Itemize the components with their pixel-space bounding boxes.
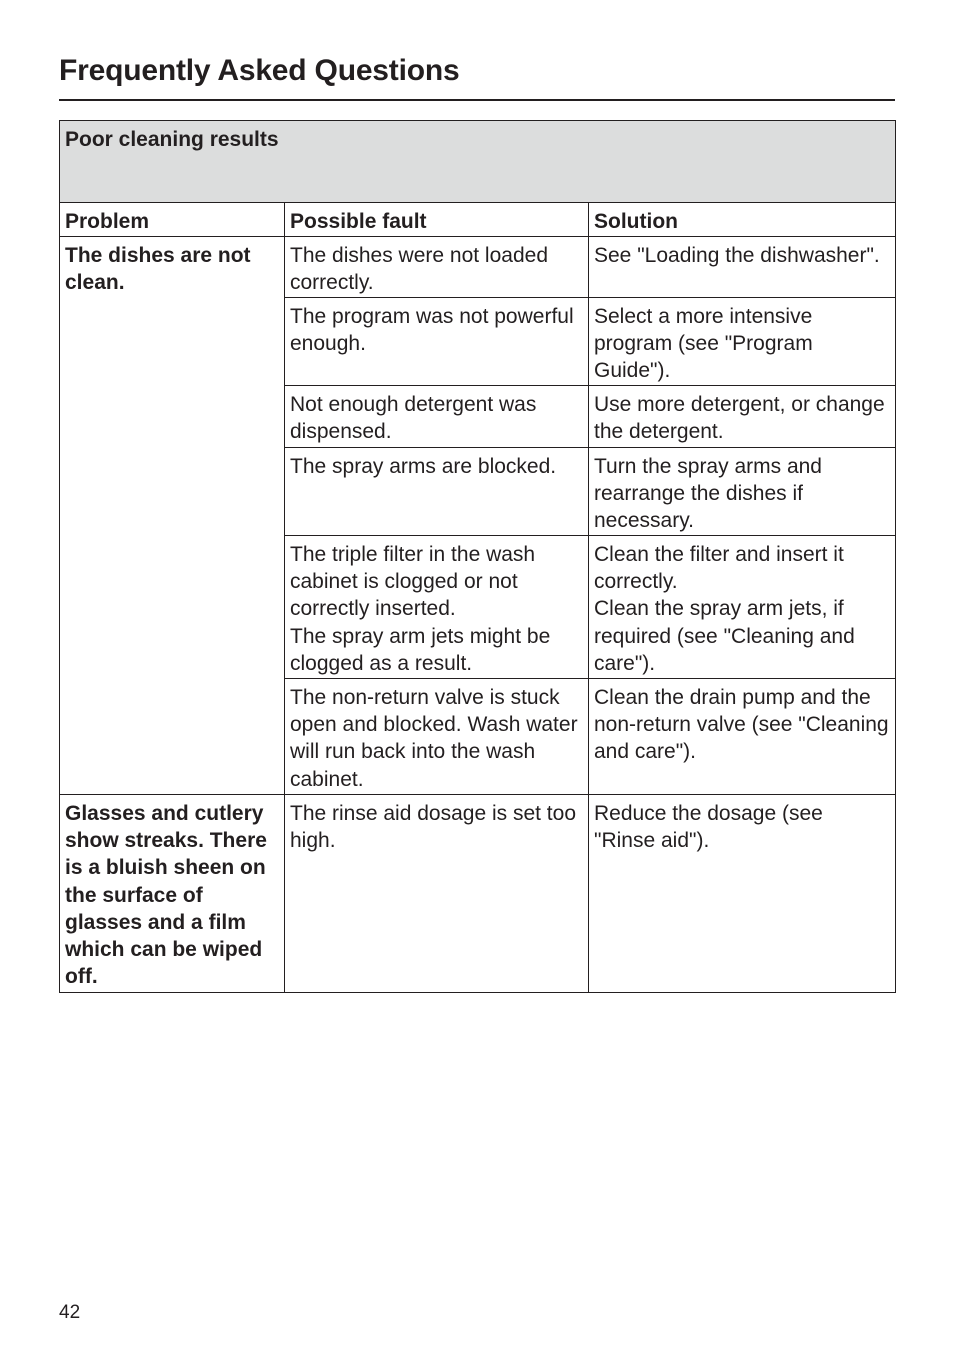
column-header-row: [60, 203, 896, 237]
fault-cell: The spray arms are blocked.: [285, 448, 589, 536]
problem-cell: The dishes are not clean.: [60, 237, 285, 795]
fault-cell: The program was not powerful enough.: [285, 298, 589, 386]
column-header-solution: Solution: [589, 203, 896, 237]
page-number: 42: [59, 1302, 81, 1323]
problem-cell: Glasses and cutlery show streaks. There is a bluish sheen on the surface of glasses and a film which can be wiped off.: [60, 795, 285, 993]
solution-cell: [589, 536, 896, 679]
table-row: [60, 795, 896, 993]
solution-cell: Select a more intensive program (see "Program Guide").: [589, 298, 896, 386]
solution-text: Clean the filter and insert it correctly.: [594, 543, 844, 594]
fault-text-continued: The spray arm jets might be clogged as a result.: [290, 624, 551, 675]
column-header-problem: Problem: [60, 203, 285, 237]
title-divider: [59, 99, 895, 101]
fault-cell: [285, 536, 589, 679]
solution-cell: See "Loading the dishwasher".: [589, 237, 896, 298]
fault-cell: Not enough detergent was dispensed.: [285, 386, 589, 448]
solution-cell: Reduce the dosage (see "Rinse aid").: [589, 795, 896, 993]
fault-cell: The non-return valve is stuck open and blocked. Wash water will run back into the wash cabinet.: [285, 679, 589, 795]
faq-table: [59, 120, 896, 993]
page-title: Frequently Asked Questions: [59, 54, 460, 87]
solution-cell: Use more detergent, or change the detergent.: [589, 386, 896, 448]
table-row: [60, 237, 896, 298]
fault-cell: The rinse aid dosage is set too high.: [285, 795, 589, 993]
solution-text-continued: Clean the spray arm jets, if required (see "Cleaning and care").: [594, 597, 855, 675]
fault-cell: The dishes were not loaded correctly.: [285, 237, 589, 298]
section-title: Poor cleaning results: [60, 121, 896, 203]
solution-cell: Clean the drain pump and the non-return valve (see "Cleaning and care").: [589, 679, 896, 795]
fault-text: The triple filter in the wash cabinet is clogged or not correctly inserted.: [290, 543, 536, 621]
solution-cell: Turn the spray arms and rearrange the dishes if necessary.: [589, 448, 896, 536]
column-header-fault: Possible fault: [285, 203, 589, 237]
section-header-row: [60, 121, 896, 203]
